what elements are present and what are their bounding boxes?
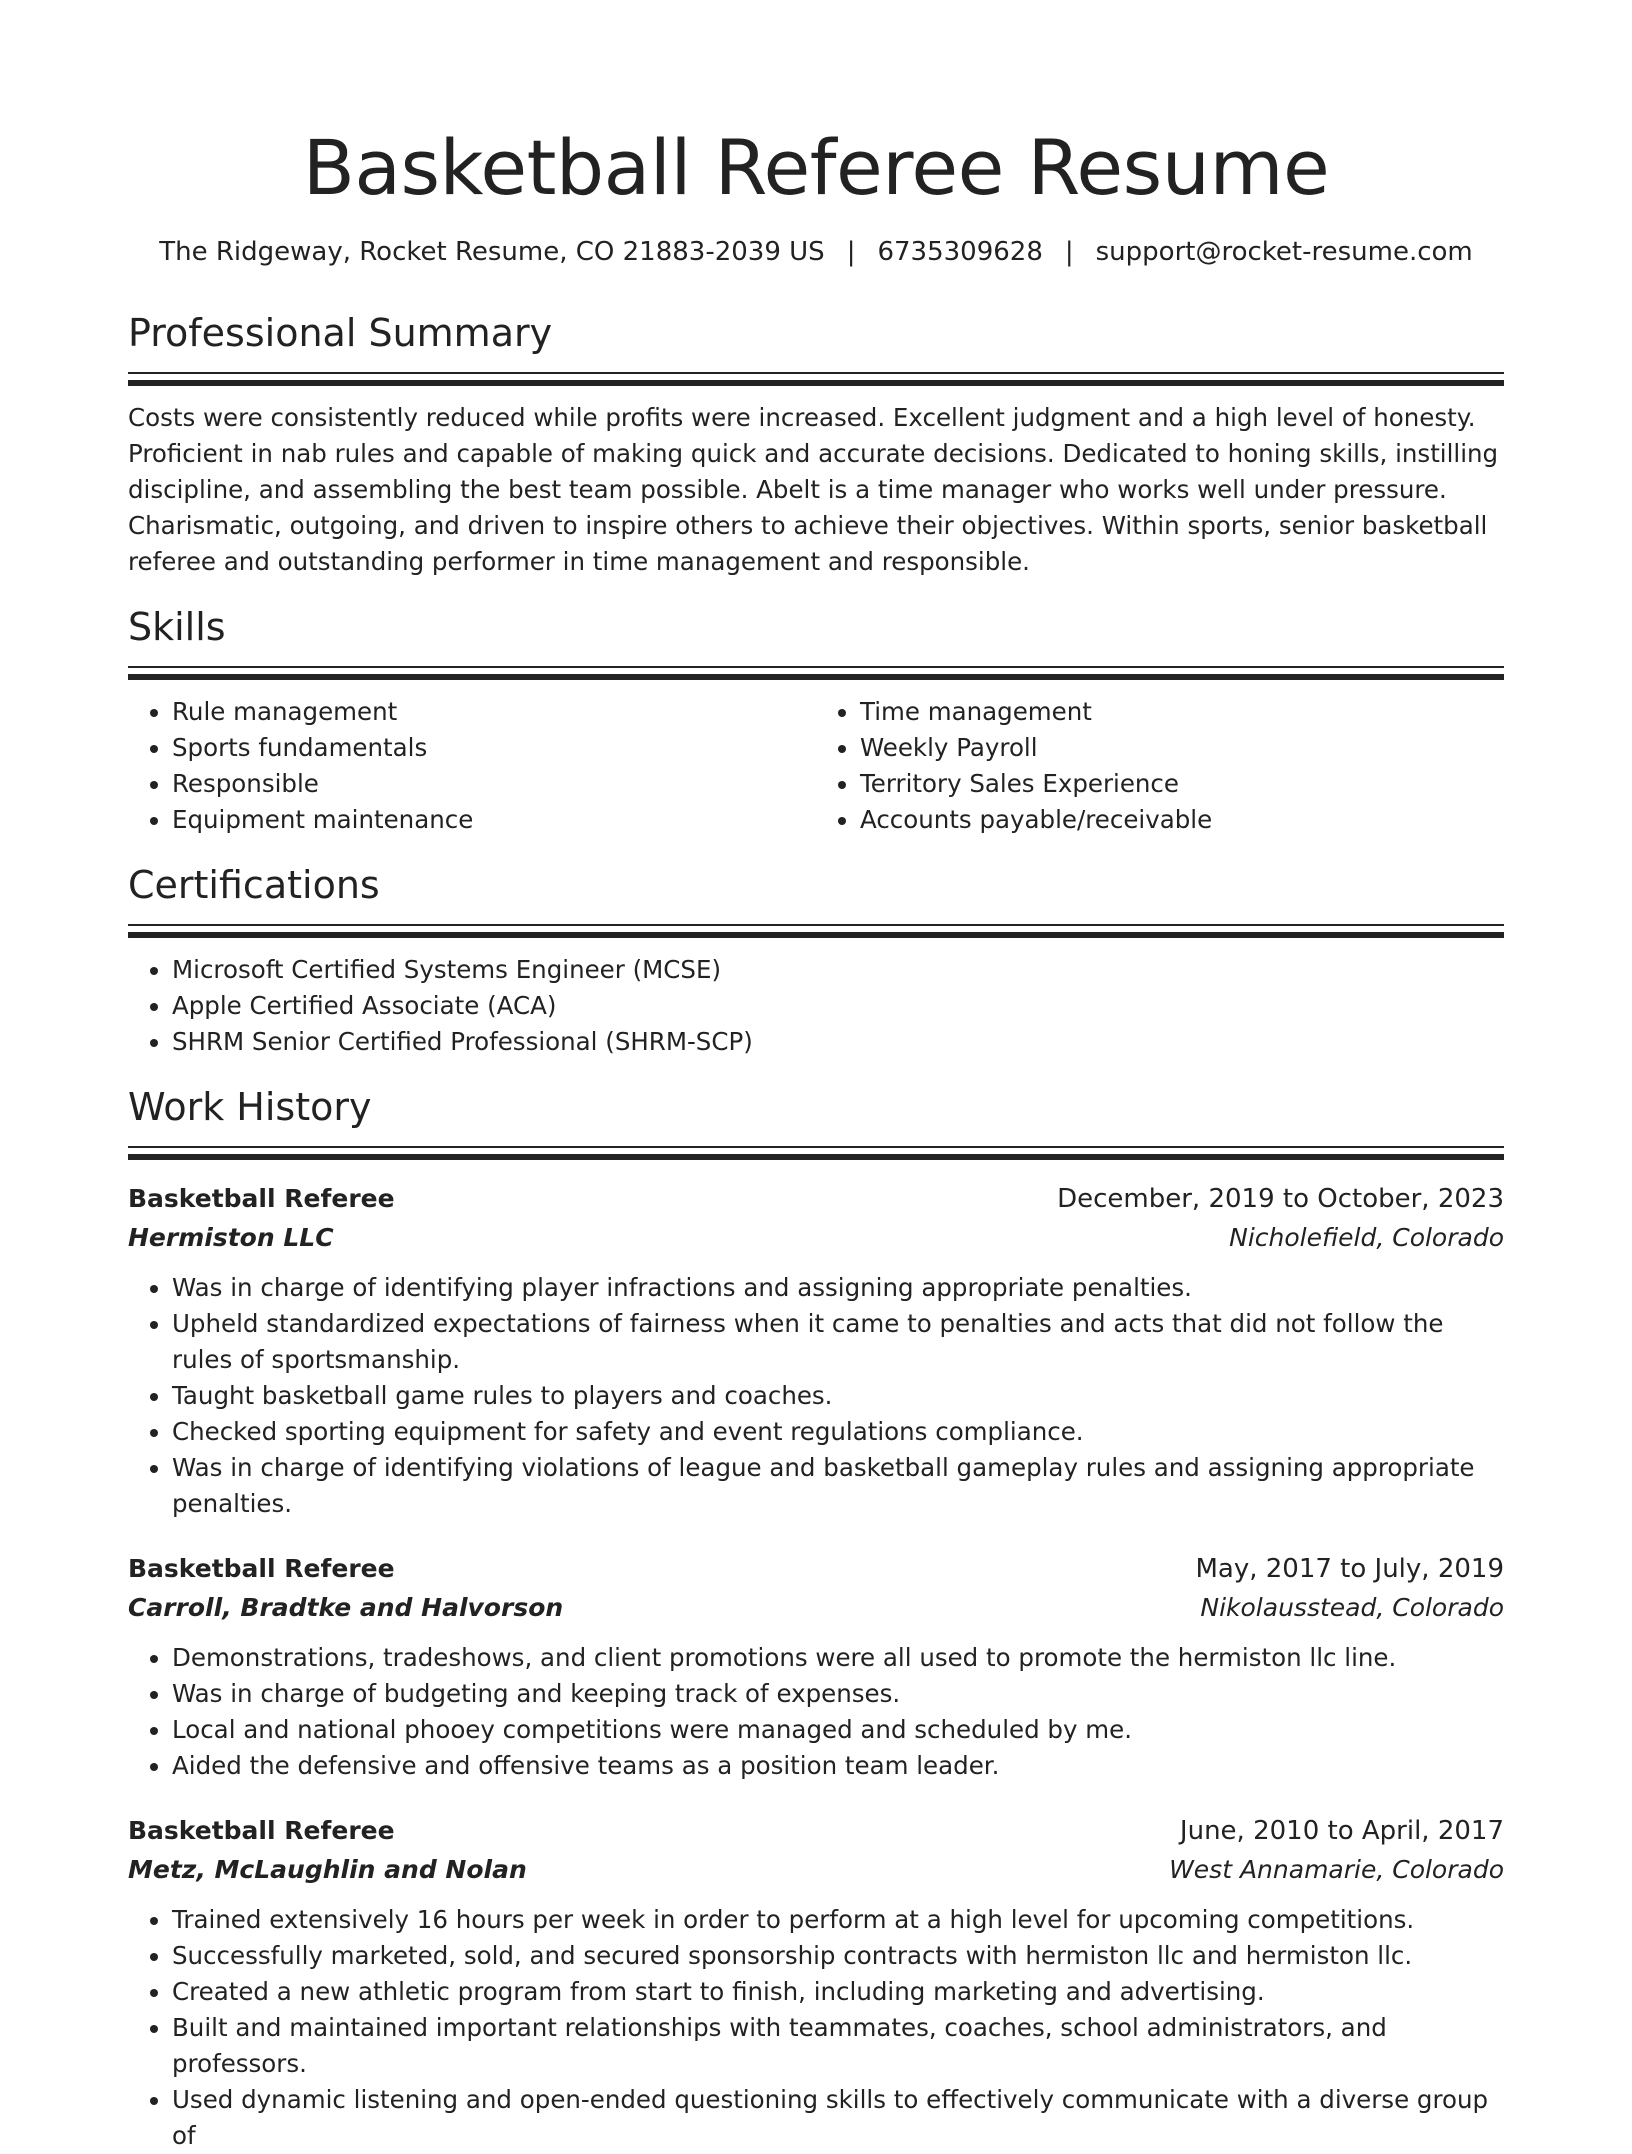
skill-item: • Accounts payable/receivable (860, 802, 1504, 838)
job-bullet: • Aided the defensive and offensive teams as a position team leader. (172, 1748, 1504, 1784)
job-bullet: • Was in charge of identifying violations of league and basketball gameplay rules and assigning appropriate penalties. (172, 1450, 1504, 1522)
certifications-section (128, 860, 1504, 1060)
skills-list-left (128, 694, 816, 838)
certification-item: • Microsoft Certified Systems Engineer (MCSE) (172, 952, 1504, 988)
job-title: Basketball Referee (128, 1554, 395, 1583)
job-bullet: • Demonstrations, tradeshows, and client promotions were all used to promote the hermiston llc line. (172, 1640, 1504, 1676)
section-divider-thin (128, 372, 1504, 374)
section-divider-thick (128, 932, 1504, 938)
skills-heading: Skills (128, 605, 226, 649)
section-divider-thin (128, 924, 1504, 926)
skill-item: • Responsible (172, 766, 816, 802)
job-bullets (128, 1640, 1504, 1784)
contact-separator: | (1064, 237, 1074, 267)
certifications-heading: Certifications (128, 863, 380, 907)
resume-title: Basketball Referee Resume (302, 123, 1330, 212)
summary-heading: Professional Summary (128, 311, 553, 355)
job-bullet: • Local and national phooey competitions were managed and scheduled by me. (172, 1712, 1504, 1748)
skill-item: • Time management (860, 694, 1504, 730)
job-company-row (128, 1588, 1504, 1628)
skills-grid (128, 680, 1504, 838)
job-bullet: • Used dynamic listening and open-ended questioning skills to effectively communicate with a diverse group of (172, 2082, 1504, 2154)
work-history-section (128, 1082, 1504, 2154)
job-bullet: • Taught basketball game rules to players and coaches. (172, 1378, 1504, 1414)
job-bullet: • Successfully marketed, sold, and secured sponsorship contracts with hermiston llc and hermiston llc. (172, 1938, 1504, 1974)
skills-list-right (816, 694, 1504, 838)
contact-separator: | (846, 237, 856, 267)
contact-phone: 6735309628 (877, 237, 1043, 267)
job-bullet: • Was in charge of identifying player infractions and assigning appropriate penalties. (172, 1270, 1504, 1306)
job-bullet: • Checked sporting equipment for safety and event regulations compliance. (172, 1414, 1504, 1450)
job-title: Basketball Referee (128, 1184, 395, 1213)
job-bullet: • Trained extensively 16 hours per week in order to perform at a high level for upcoming competitions. (172, 1902, 1504, 1938)
job-dates: May, 2017 to July, 2019 (1195, 1554, 1504, 1584)
skill-item: • Rule management (172, 694, 816, 730)
job-header-row (128, 1180, 1504, 1218)
job-dates: December, 2019 to October, 2023 (1057, 1184, 1504, 1214)
job-entry (128, 1812, 1504, 2154)
contact-email: support@rocket-resume.com (1095, 237, 1473, 267)
job-company: Metz, McLaughlin and Nolan (128, 1855, 527, 1884)
certification-item: • SHRM Senior Certified Professional (SHRM-SCP) (172, 1024, 1504, 1060)
certification-item: • Apple Certified Associate (ACA) (172, 988, 1504, 1024)
skill-item: • Weekly Payroll (860, 730, 1504, 766)
skills-section (128, 602, 1504, 838)
job-bullets (128, 1270, 1504, 1522)
job-company-row (128, 1218, 1504, 1258)
section-divider-thick (128, 1154, 1504, 1160)
job-company: Hermiston LLC (128, 1223, 334, 1252)
skill-item: • Territory Sales Experience (860, 766, 1504, 802)
job-header-row (128, 1812, 1504, 1850)
job-entry (128, 1180, 1504, 1522)
job-location: Nikolausstead, Colorado (1200, 1593, 1504, 1622)
job-bullet: • Created a new athletic program from start to finish, including marketing and advertising. (172, 1974, 1504, 2010)
job-location: Nicholefield, Colorado (1229, 1223, 1504, 1252)
contact-line (128, 234, 1504, 270)
section-divider-thick (128, 380, 1504, 386)
skill-item: • Equipment maintenance (172, 802, 816, 838)
skill-item: • Sports fundamentals (172, 730, 816, 766)
work-history-heading: Work History (128, 1085, 372, 1129)
job-bullet: • Upheld standardized expectations of fairness when it came to penalties and acts that did not follow the rules of sportsmanship. (172, 1306, 1504, 1378)
section-divider-thin (128, 666, 1504, 668)
resume-page (128, 0, 1504, 2154)
section-divider-thin (128, 1146, 1504, 1148)
job-bullet: • Was in charge of budgeting and keeping track of expenses. (172, 1676, 1504, 1712)
summary-text: Costs were consistently reduced while profits were increased. Excellent judgment and a high level of honesty. Proficient in nab rules and capable of making quick and accurate decisions. Dedicated to honing skills, instilling discipline, and assembling the best team possible. Abelt is a time manager who works well under pressure. Charismatic, outgoing, and driven to inspire others to achieve their objectives. Within sports, senior basketball referee and outstanding performer in time management and responsible. (128, 403, 1499, 576)
job-bullets (128, 1902, 1504, 2154)
certifications-list (128, 952, 1504, 1060)
contact-address: The Ridgeway, Rocket Resume, CO 21883-2039 US (159, 237, 825, 267)
job-title: Basketball Referee (128, 1816, 395, 1845)
job-company: Carroll, Bradtke and Halvorson (128, 1593, 564, 1622)
job-bullet: • Built and maintained important relationships with teammates, coaches, school administrators, and professors. (172, 2010, 1504, 2082)
job-location: West Annamarie, Colorado (1169, 1855, 1504, 1884)
summary-section (128, 308, 1504, 580)
job-dates: June, 2010 to April, 2017 (1179, 1816, 1504, 1846)
job-company-row (128, 1850, 1504, 1890)
job-entry (128, 1550, 1504, 1784)
job-header-row (128, 1550, 1504, 1588)
